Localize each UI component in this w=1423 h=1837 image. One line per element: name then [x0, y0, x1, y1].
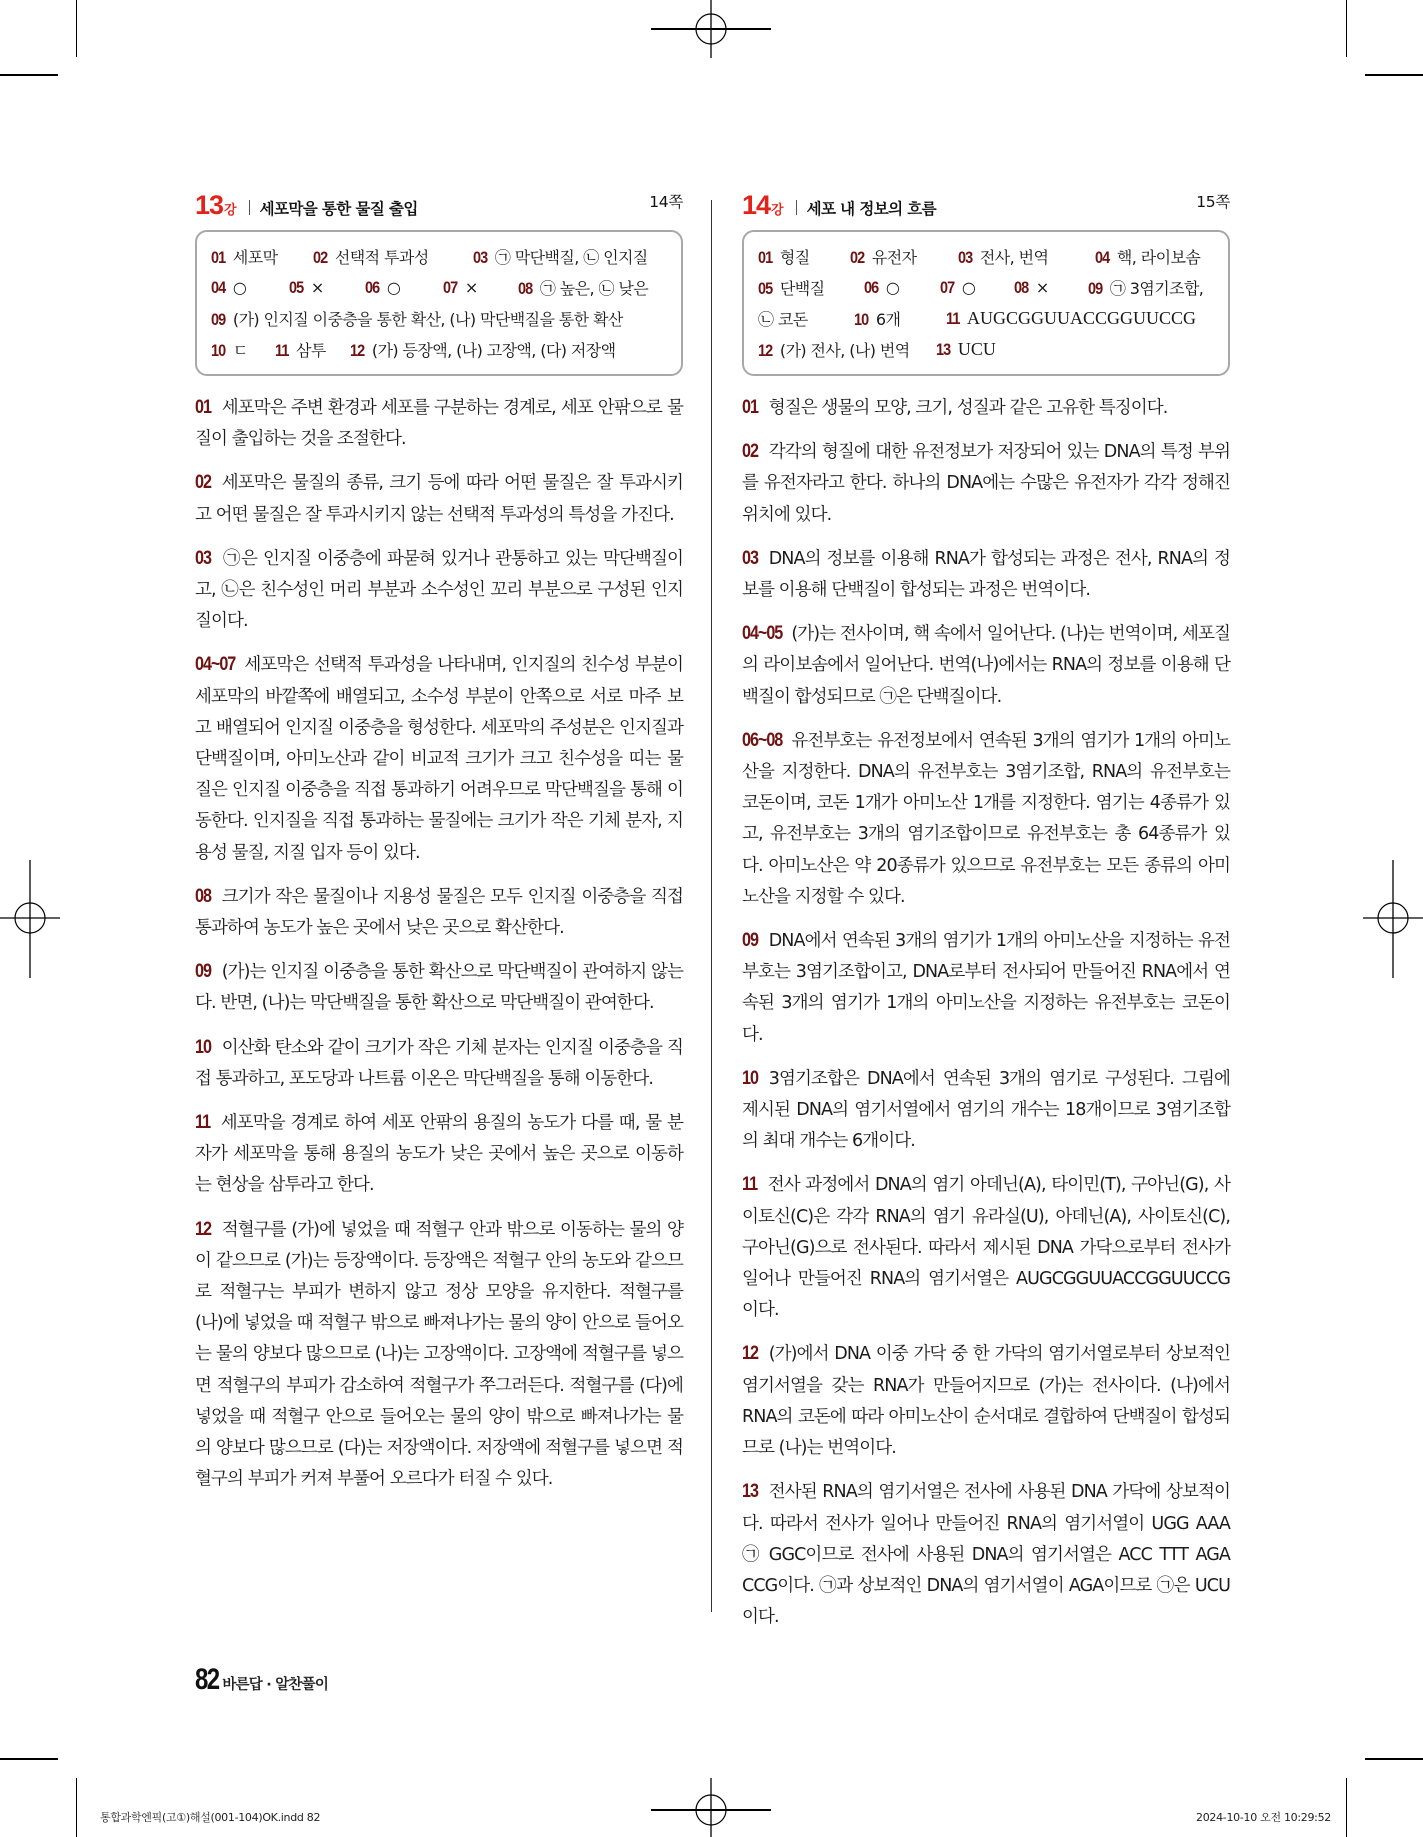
crop-mark-bottom-right-vertical	[1346, 1778, 1347, 1837]
answer-text: ○	[885, 277, 900, 297]
answer-text: 선택적 투과성	[334, 248, 429, 267]
explanation-text: 세포막은 선택적 투과성을 나타내며, 인지질의 친수성 부분이 세포막의 바깥쪽에 배열되고, 소수성 부분이 안쪽으로 서로 마주 보고 배열되어 인지질 이중층을 형성한다. 세포막의 주성분은 인지질과 단백질이며, 아미노산과 같이 비교적 크기가 크고 친수성을 띠는 물질은 인지질 이중층을 직접 통과하기 어려우므로 막단백질을 통해 이동한다. 인지질을 직접 통과하는 물질에는 크기가 작은 기체 분자, 지용성 물질, 지질 입자 등이 있다.	[195, 655, 683, 863]
answer-text: ㉠ 3염기조합,	[1109, 279, 1204, 298]
page-number: 82	[195, 1663, 219, 1696]
crop-mark-top-left-horizontal	[0, 74, 58, 76]
page-reference: 14쪽	[649, 193, 683, 211]
answer-text: 6개	[875, 310, 901, 329]
answer-number: 09	[1088, 279, 1103, 298]
crop-mark-top-left-vertical	[76, 0, 77, 57]
explanations	[195, 392, 683, 1496]
explanation-paragraph	[195, 1214, 683, 1496]
explanation-paragraph	[195, 467, 683, 530]
answer-item	[940, 278, 975, 298]
registration-mark-top-icon	[651, 0, 771, 58]
answer-item	[473, 245, 648, 268]
section-lesson-14	[742, 190, 1230, 1645]
answer-number: 01	[211, 248, 226, 267]
explanation-text: 세포막은 주변 환경과 세포를 구분하는 경계로, 세포 안팎으로 물질이 출입하는 것을 조절한다.	[195, 398, 683, 450]
book-section-label: 바른답 · 알찬풀이	[222, 1677, 329, 1693]
lesson-suffix: 강	[224, 203, 237, 218]
explanations	[742, 392, 1230, 1633]
header-separator	[249, 200, 250, 215]
answer-text: UCU	[957, 339, 996, 359]
lesson-title: 세포 내 정보의 흐름	[806, 200, 936, 218]
answer-number: 10	[854, 310, 869, 329]
crop-mark-bottom-right-horizontal	[1365, 1758, 1423, 1760]
answer-text: 전사, 번역	[979, 248, 1049, 267]
page-folio	[195, 1663, 328, 1697]
answer-row	[211, 241, 681, 272]
crop-mark-top-right-vertical	[1346, 0, 1347, 57]
section-lesson-13	[195, 190, 683, 1508]
explanation-text: 형질은 생물의 모양, 크기, 성질과 같은 고유한 특징이다.	[768, 398, 1168, 418]
crop-mark-top-right-horizontal	[1365, 74, 1423, 76]
answer-number: 08	[1014, 277, 1029, 297]
explanation-paragraph	[742, 618, 1230, 713]
explanation-text: 크기가 작은 물질이나 지용성 물질은 모두 인지질 이중층을 직접 통과하여 농도가 높은 곳에서 낮은 곳으로 확산한다.	[195, 886, 683, 939]
registration-mark-left-icon	[0, 858, 62, 980]
answer-key-box	[742, 230, 1230, 376]
answer-number: 12	[758, 341, 773, 360]
answer-text: ○	[961, 277, 976, 297]
answer-text: ㉡ 코돈	[758, 310, 808, 329]
explanation-paragraph	[195, 392, 683, 455]
explanation-text: DNA에서 연속된 3개의 염기가 1개의 아미노산을 지정하는 유전부호는 3염기조합이고, DNA로부터 전사되어 만들어진 RNA에서 연속된 3개의 염기가 1개의 아미노산을 지정하는 유전부호는 코돈이다.	[742, 931, 1230, 1045]
item-number: 10	[742, 1067, 758, 1089]
answer-number: 06	[864, 277, 879, 297]
explanation-text: (가)는 인지질 이중층을 통한 확산으로 막단백질이 관여하지 않는다. 반면, (나)는 막단백질을 통한 확산으로 막단백질이 관여한다.	[195, 962, 683, 1014]
explanation-paragraph	[195, 649, 683, 868]
lesson-title: 세포막을 통한 물질 출입	[259, 200, 418, 218]
explanation-paragraph	[742, 436, 1230, 531]
answer-item	[758, 338, 910, 361]
answer-number: 01	[758, 248, 773, 267]
item-number: 11	[195, 1112, 211, 1134]
slug-timestamp: 2024-10-10 오전 10:29:52	[1196, 1811, 1331, 1824]
page-reference: 15쪽	[1196, 193, 1230, 211]
explanation-text: ㉠은 인지질 이중층에 파묻혀 있거나 관통하고 있는 막단백질이고, ㉡은 친수성인 머리 부분과 소수성인 꼬리 부분으로 구성된 인지질이다.	[195, 548, 683, 632]
explanation-paragraph	[742, 1169, 1230, 1326]
item-number: 09	[742, 930, 758, 952]
answer-number: 11	[946, 309, 960, 328]
explanation-paragraph	[742, 392, 1230, 424]
answer-item	[850, 245, 917, 268]
item-number: 04~05	[742, 623, 783, 645]
lesson-number: 14	[742, 190, 771, 220]
explanation-text: DNA의 정보를 이용해 RNA가 합성되는 과정은 전사, RNA의 정보를 이용해 단백질이 합성되는 과정은 번역이다.	[742, 548, 1230, 601]
answer-item	[350, 338, 615, 361]
explanation-text: 전사 과정에서 DNA의 염기 아데닌(A), 타이민(T), 구아닌(G), 사이토신(C)은 각각 RNA의 염기 유라실(U), 아데닌(A), 사이토신(C), 구아닌(G)으로 전사된다. 따라서 제시된 DNA 가닥으로부터 전사가 일어나 만들어진 RNA의 염기서열은 AUGCGGUUACCGGUUCCG이다.	[742, 1175, 1230, 1321]
item-number: 12	[742, 1343, 758, 1365]
answer-number: 04	[1095, 248, 1110, 267]
slug-filename: 통합과학엔픽(고①)해설(001-104)OK.indd 82	[100, 1811, 321, 1824]
answer-item	[1095, 245, 1200, 268]
answer-item	[1088, 276, 1203, 299]
registration-mark-bottom-icon	[651, 1778, 771, 1837]
answer-number: 06	[365, 277, 380, 297]
answer-item	[211, 307, 623, 330]
answer-item	[758, 245, 810, 268]
answer-number: 05	[289, 277, 304, 297]
item-number: 02	[195, 472, 211, 494]
answer-number: 03	[958, 248, 973, 267]
answer-item	[275, 338, 326, 361]
answer-text: 삼투	[295, 341, 326, 360]
crop-mark-bottom-left-horizontal	[0, 1758, 58, 1760]
answer-number: 09	[211, 310, 226, 329]
answer-item	[758, 307, 808, 330]
answer-text: ○	[386, 277, 401, 297]
item-number: 12	[195, 1218, 211, 1240]
answer-number: 10	[211, 341, 226, 360]
explanation-paragraph	[742, 1338, 1230, 1464]
item-number: 03	[742, 547, 758, 569]
answer-number: 03	[473, 248, 488, 267]
answer-row	[758, 272, 1228, 303]
answer-row	[211, 303, 681, 334]
explanation-paragraph	[742, 1063, 1230, 1158]
answer-number: 07	[443, 277, 458, 297]
answer-text: 유전자	[871, 248, 917, 267]
header-separator	[796, 200, 797, 215]
explanation-paragraph	[195, 543, 683, 638]
answer-row	[758, 334, 1228, 365]
answer-text: ×	[1035, 277, 1049, 297]
column-divider	[711, 200, 712, 1612]
item-number: 09	[195, 961, 211, 983]
answer-text: ㉠ 막단백질, ㉡ 인지질	[494, 248, 648, 267]
answer-text: (가) 등장액, (나) 고장액, (다) 저장액	[371, 341, 616, 360]
answer-text: ㄷ	[232, 341, 248, 360]
answer-text: ○	[232, 277, 247, 297]
item-number: 10	[195, 1036, 211, 1058]
answer-text: 단백질	[779, 279, 825, 298]
explanation-text: (가)에서 DNA 이중 가닥 중 한 가닥의 염기서열로부터 상보적인 염기서열을 갖는 RNA가 만들어지므로 (가)는 전사이다. (나)에서 RNA의 코돈에 따라 아미노산이 순서대로 결합하여 단백질이 합성되므로 (나)는 번역이다.	[742, 1344, 1230, 1459]
explanation-paragraph	[742, 543, 1230, 606]
answer-item	[443, 278, 478, 298]
explanation-paragraph	[742, 1476, 1230, 1633]
explanation-text: 전사된 RNA의 염기서열은 전사에 사용된 DNA 가닥에 상보적이다. 따라서 전사가 일어나 만들어진 RNA의 염기서열이 UGG AAA ㉠ GGC이므로 전사에 사용된 DNA의 염기서열은 ACC TTT AGA CCG이다. ㉠과 상보적인 DNA의 염기서열이 AGA이므로 ㉠은 UCU이다.	[742, 1482, 1230, 1628]
answer-item	[958, 245, 1048, 268]
answer-number: 13	[936, 340, 951, 359]
item-number: 01	[195, 397, 211, 418]
answer-text: ×	[464, 277, 478, 297]
answer-text: 세포막	[232, 248, 278, 267]
answer-item	[313, 245, 429, 268]
answer-item	[211, 338, 248, 361]
explanation-text: 3염기조합은 DNA에서 연속된 3개의 염기로 구성된다. 그림에 제시된 DNA의 염기서열에서 염기의 개수는 18개이므로 3염기조합의 최대 개수는 6개이다.	[742, 1068, 1230, 1152]
answer-item	[936, 339, 996, 360]
answer-number: 11	[275, 341, 289, 360]
crop-mark-bottom-left-vertical	[76, 1778, 77, 1837]
explanation-paragraph	[195, 1107, 683, 1202]
explanation-text: 이산화 탄소와 같이 크기가 작은 기체 분자는 인지질 이중층을 직접 통과하고, 포도당과 나트륨 이온은 막단백질을 통해 이동한다.	[195, 1037, 683, 1089]
answer-item	[211, 278, 246, 298]
answer-item	[289, 278, 324, 298]
answer-number: 02	[313, 248, 328, 267]
answer-number: 04	[211, 277, 226, 297]
explanation-paragraph	[195, 881, 683, 944]
item-number: 02	[742, 441, 758, 463]
answer-text: (가) 인지질 이중층을 통한 확산, (나) 막단백질을 통한 확산	[232, 310, 623, 329]
explanation-text: 유전부호는 유전정보에서 연속된 3개의 염기가 1개의 아미노산을 지정한다. DNA의 유전부호는 3염기조합, RNA의 유전부호는 코돈이며, 코돈 1개가 아미노산 1개를 지정한다. 염기는 4종류가 있고, 유전부호는 3개의 염기조합이므로 유전부호는 총 64종류가 있다. 아미노산은 약 20종류가 있으므로 유전부호는 모든 종류의 아미노산을 지정할 수 있다.	[742, 730, 1230, 907]
item-number: 08	[195, 885, 211, 907]
answer-text: 핵, 라이보솜	[1116, 248, 1201, 267]
answer-text: ×	[310, 277, 324, 297]
registration-mark-right-icon	[1363, 858, 1423, 980]
explanation-text: 각각의 형질에 대한 유전정보가 저장되어 있는 DNA의 특정 부위를 유전자라고 한다. 하나의 DNA에는 수많은 유전자가 각각 정해진 위치에 있다.	[742, 442, 1230, 525]
answer-text: AUGCGGUUACCGGUUCCG	[966, 308, 1197, 328]
answer-number: 02	[850, 248, 865, 267]
answer-number: 12	[350, 341, 365, 360]
lesson-suffix: 강	[771, 203, 784, 218]
section-header	[195, 190, 683, 224]
item-number: 04~07	[195, 654, 236, 676]
item-number: 13	[742, 1481, 758, 1503]
answer-item	[365, 278, 400, 298]
answer-number: 05	[758, 279, 773, 298]
explanation-paragraph	[742, 725, 1230, 913]
answer-item	[211, 245, 278, 268]
answer-row	[211, 272, 681, 303]
answer-row	[211, 334, 681, 365]
explanation-text: 세포막은 물질의 종류, 크기 등에 따라 어떤 물질은 잘 투과시키고 어떤 물질은 잘 투과시키지 않는 선택적 투과성의 특성을 가진다.	[195, 473, 683, 525]
item-number: 06~08	[742, 729, 783, 751]
answer-item	[946, 308, 1196, 329]
answer-number: 08	[518, 279, 533, 298]
answer-row	[758, 241, 1228, 272]
explanation-paragraph	[195, 956, 683, 1019]
item-number: 11	[742, 1174, 758, 1196]
answer-item	[1014, 278, 1049, 298]
explanation-paragraph	[195, 1032, 683, 1095]
answer-item	[864, 278, 899, 298]
answer-text: 형질	[779, 248, 810, 267]
answer-number: 07	[940, 277, 955, 297]
answer-item	[854, 307, 900, 330]
section-header	[742, 190, 1230, 224]
answer-item	[758, 276, 825, 299]
explanation-paragraph	[742, 925, 1230, 1051]
lesson-number: 13	[195, 190, 224, 220]
answer-text: (가) 전사, (나) 번역	[779, 341, 910, 360]
answer-row	[758, 303, 1228, 334]
answer-item	[518, 276, 648, 299]
explanation-text: 세포막을 경계로 하여 세포 안팎의 용질의 농도가 다를 때, 물 분자가 세포막을 통해 용질의 농도가 낮은 곳에서 높은 곳으로 이동하는 현상을 삼투라고 한다.	[195, 1113, 683, 1196]
answer-key-box	[195, 230, 683, 376]
item-number: 03	[195, 547, 211, 569]
explanation-text: (가)는 전사이며, 핵 속에서 일어난다. (나)는 번역이며, 세포질의 라이보솜에서 일어난다. 번역(나)에서는 RNA의 정보를 이용해 단백질이 합성되므로 ㉠은 단백질이다.	[742, 624, 1230, 707]
explanation-text: 적혈구를 (가)에 넣었을 때 적혈구 안과 밖으로 이동하는 물의 양이 같으므로 (가)는 등장액이다. 등장액은 적혈구 안의 농도와 같으므로 적혈구는 부피가 변하지 않고 정상 모양을 유지한다. 적혈구를 (나)에 넣었을 때 적혈구 밖으로 빠져나가는 물의 양이 안으로 들어오는 물의 양보다 많으므로 (나)는 고장액이다. 고장액에 적혈구를 넣으면 적혈구의 부피가 감소하여 적혈구가 쭈그러든다. 적혈구를 (다)에 넣었을 때 적혈구 안으로 들어오는 물의 양이 밖으로 빠져나가는 물의 양보다 많으므로 (다)는 저장액이다. 저장액에 적혈구를 넣으면 적혈구의 부피가 커져 부풀어 오르다가 터질 수 있다.	[195, 1219, 683, 1490]
item-number: 01	[742, 397, 758, 418]
answer-text: ㉠ 높은, ㉡ 낮은	[539, 279, 649, 298]
